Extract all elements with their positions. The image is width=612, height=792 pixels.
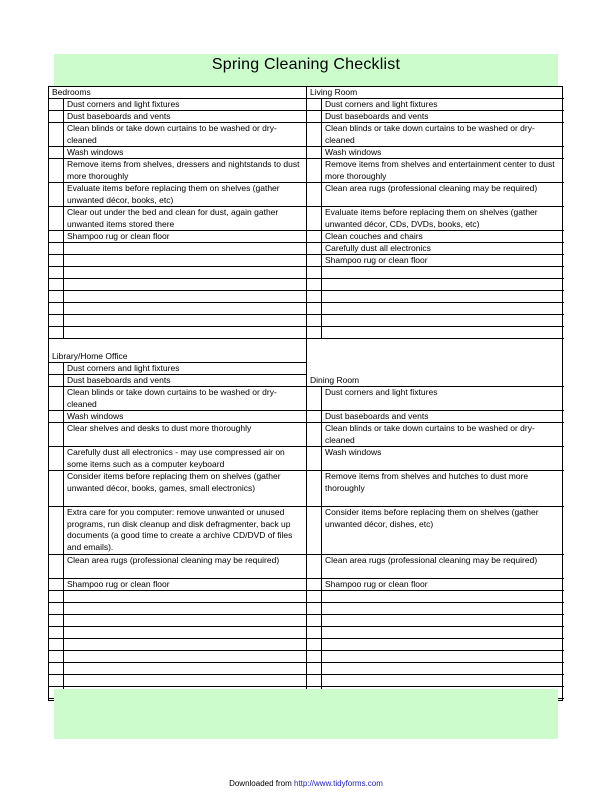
section-heading-label: Living Room xyxy=(310,87,358,97)
checklist-item-label: Remove items from shelves and hutches to dust more thoroughly xyxy=(325,471,529,493)
checkbox[interactable] xyxy=(49,243,64,254)
checkbox[interactable] xyxy=(307,663,322,674)
checkbox[interactable] xyxy=(49,615,64,626)
checklist-blank-row xyxy=(307,675,564,687)
checkbox[interactable] xyxy=(307,159,322,182)
checkbox[interactable] xyxy=(307,627,322,638)
checkbox[interactable] xyxy=(307,651,322,662)
checklist-blank-row xyxy=(49,255,306,267)
checklist-item-label: Clean blinds or take down curtains to be washed or dry-cleaned xyxy=(325,123,535,145)
checklist-item-label: Clean area rugs (professional cleaning may be required) xyxy=(325,183,538,193)
checklist-item-label: Shampoo rug or clean floor xyxy=(67,579,170,589)
checklist-item xyxy=(49,207,306,231)
footer xyxy=(0,779,612,788)
checkbox[interactable] xyxy=(307,411,322,422)
checklist-item xyxy=(307,183,564,207)
checklist-item-label: Consider items before replacing them on shelves (gather unwanted décor, books, games, small electronics) xyxy=(67,471,281,493)
checklist-item-label: Dust corners and light fixtures xyxy=(325,99,438,109)
checklist-item-label: Clean blinds or take down curtains to be washed or dry-cleaned xyxy=(325,423,535,445)
checkbox[interactable] xyxy=(49,411,64,422)
checkbox[interactable] xyxy=(307,303,322,314)
checkbox[interactable] xyxy=(307,123,322,146)
checkbox[interactable] xyxy=(307,555,322,578)
checklist-item xyxy=(49,375,306,387)
checklist-item-label: Clear out under the bed and clean for dust, again gather unwanted items stored there xyxy=(67,207,279,229)
checkbox[interactable] xyxy=(307,255,322,266)
checklist-item xyxy=(307,579,564,591)
checklist-blank-row xyxy=(49,243,306,255)
checklist-item-label: Dust baseboards and vents xyxy=(325,411,429,421)
section-heading-label: Library/Home Office xyxy=(52,351,128,361)
checkbox[interactable] xyxy=(49,123,64,146)
checklist-item xyxy=(307,471,564,507)
checklist-item xyxy=(49,411,306,423)
checkbox[interactable] xyxy=(307,99,322,110)
checklist-blank-row xyxy=(49,315,306,327)
section-gap xyxy=(307,363,564,375)
checklist-item-label: Wash windows xyxy=(325,447,382,457)
checklist-item xyxy=(49,231,306,243)
footer-prefix: Downloaded from xyxy=(229,779,294,788)
checklist-item-label: Dust corners and light fixtures xyxy=(325,387,438,397)
checklist-item xyxy=(307,123,564,147)
right-column xyxy=(306,87,564,699)
checklist-item-label: Dust baseboards and vents xyxy=(67,111,171,121)
checkbox[interactable] xyxy=(307,603,322,614)
checklist-item-label: Dust baseboards and vents xyxy=(325,111,429,121)
checklist-blank-row xyxy=(307,315,564,327)
checkbox[interactable] xyxy=(49,363,64,374)
checkbox[interactable] xyxy=(307,267,322,278)
checklist-item-label: Wash windows xyxy=(67,147,124,157)
checklist-item xyxy=(307,387,564,411)
checklist-item xyxy=(49,507,306,555)
checkbox[interactable] xyxy=(49,603,64,614)
checkbox[interactable] xyxy=(307,315,322,326)
checkbox[interactable] xyxy=(49,423,64,446)
checklist-item-label: Clean area rugs (professional cleaning may be required) xyxy=(67,555,280,565)
section-heading-label: Bedrooms xyxy=(52,87,91,97)
checklist-blank-row xyxy=(49,303,306,315)
checkbox[interactable] xyxy=(307,615,322,626)
checkbox[interactable] xyxy=(307,471,322,506)
checkbox[interactable] xyxy=(307,387,322,410)
section-heading xyxy=(307,87,564,99)
checklist-item xyxy=(307,243,564,255)
checkbox[interactable] xyxy=(307,183,322,206)
checklist-item-label: Clean couches and chairs xyxy=(325,231,423,241)
section-heading-label: Dining Room xyxy=(310,375,360,385)
checklist-blank-row xyxy=(307,639,564,651)
checkbox[interactable] xyxy=(307,579,322,590)
checklist-blank-row xyxy=(49,603,306,615)
checklist-item-label: Clean blinds or take down curtains to be washed or dry-cleaned xyxy=(67,387,277,409)
checklist-item-label: Consider items before replacing them on shelves (gather unwanted décor, dishes, etc) xyxy=(325,507,539,529)
checklist-blank-row xyxy=(307,291,564,303)
checklist-blank-row xyxy=(307,303,564,315)
section-gap xyxy=(49,339,306,351)
checklist-blank-row xyxy=(307,663,564,675)
section-gap xyxy=(307,339,564,351)
checklist-item-label: Shampoo rug or clean floor xyxy=(325,255,428,265)
checkbox[interactable] xyxy=(49,255,64,266)
checkbox[interactable] xyxy=(49,675,64,686)
checkbox[interactable] xyxy=(49,147,64,158)
checkbox[interactable] xyxy=(307,291,322,302)
checklist-item xyxy=(49,555,306,579)
checklist-blank-row xyxy=(49,675,306,687)
checkbox[interactable] xyxy=(49,111,64,122)
checklist-blank-row xyxy=(307,603,564,615)
checklist-item xyxy=(307,423,564,447)
checklist-blank-row xyxy=(49,651,306,663)
checkbox[interactable] xyxy=(307,243,322,254)
checkbox[interactable] xyxy=(307,327,322,338)
checklist-grid xyxy=(48,86,563,701)
checkbox[interactable] xyxy=(307,147,322,158)
checklist-item xyxy=(49,363,306,375)
checklist-item-label: Evaluate items before replacing them on shelves (gather unwanted décor, books, etc) xyxy=(67,183,280,205)
checklist-blank-row xyxy=(49,327,306,339)
checklist-item-label: Remove items from shelves, dressers and nightstands to dust more thoroughly xyxy=(67,159,300,181)
checkbox[interactable] xyxy=(49,279,64,290)
checkbox[interactable] xyxy=(49,231,64,242)
checkbox[interactable] xyxy=(307,447,322,470)
checkbox[interactable] xyxy=(307,675,322,686)
checkbox[interactable] xyxy=(307,111,322,122)
checklist-blank-row xyxy=(49,615,306,627)
checklist-item-label: Clean area rugs (professional cleaning may be required) xyxy=(325,555,538,565)
bottom-band xyxy=(54,689,558,739)
checklist-blank-row xyxy=(49,627,306,639)
checkbox[interactable] xyxy=(49,159,64,182)
checkbox[interactable] xyxy=(49,183,64,206)
checklist-blank-row xyxy=(49,267,306,279)
checklist-item xyxy=(307,159,564,183)
checkbox[interactable] xyxy=(49,327,64,338)
section-heading xyxy=(49,351,306,363)
checklist-item-label: Evaluate items before replacing them on shelves (gather unwanted décor, CDs, DVDs, books, etc) xyxy=(325,207,538,229)
checkbox[interactable] xyxy=(49,315,64,326)
checkbox[interactable] xyxy=(49,291,64,302)
checkbox[interactable] xyxy=(307,423,322,446)
checklist-item-label: Shampoo rug or clean floor xyxy=(325,579,428,589)
checklist-item xyxy=(307,147,564,159)
checkbox[interactable] xyxy=(49,579,64,590)
checklist-blank-row xyxy=(49,639,306,651)
checkbox[interactable] xyxy=(307,231,322,242)
checklist-item-label: Wash windows xyxy=(67,411,124,421)
checklist-item-label: Carefully dust all electronics xyxy=(325,243,431,253)
checkbox[interactable] xyxy=(49,447,64,470)
checkbox[interactable] xyxy=(307,591,322,602)
checklist-item xyxy=(49,447,306,471)
checkbox[interactable] xyxy=(49,507,64,554)
checklist-item-label: Remove items from shelves and entertainment center to dust more thoroughly xyxy=(325,159,555,181)
checklist-item xyxy=(49,111,306,123)
checkbox[interactable] xyxy=(49,99,64,110)
checklist-item-label: Shampoo rug or clean floor xyxy=(67,231,170,241)
checklist-item xyxy=(49,183,306,207)
checklist-blank-row xyxy=(49,663,306,675)
checklist-item xyxy=(49,579,306,591)
checkbox[interactable] xyxy=(307,507,322,554)
checkbox[interactable] xyxy=(307,207,322,230)
checkbox[interactable] xyxy=(49,303,64,314)
checklist-blank-row xyxy=(49,279,306,291)
checkbox[interactable] xyxy=(307,279,322,290)
checkbox[interactable] xyxy=(49,663,64,674)
checkbox[interactable] xyxy=(307,639,322,650)
checklist-blank-row xyxy=(307,327,564,339)
checklist-blank-row xyxy=(49,291,306,303)
checklist-item-label: Dust baseboards and vents xyxy=(67,375,171,385)
checklist-item xyxy=(49,471,306,507)
checklist-item-label: Dust corners and light fixtures xyxy=(67,363,180,373)
checkbox[interactable] xyxy=(49,267,64,278)
page-title: Spring Cleaning Checklist xyxy=(211,56,401,73)
checklist-item xyxy=(49,159,306,183)
checklist-item xyxy=(49,147,306,159)
checklist-blank-row xyxy=(49,591,306,603)
checkbox[interactable] xyxy=(49,651,64,662)
checkbox[interactable] xyxy=(49,639,64,650)
footer-link[interactable]: http://www.tidyforms.com xyxy=(294,779,383,788)
checklist-blank-row xyxy=(307,279,564,291)
section-heading xyxy=(49,87,306,99)
checklist-item xyxy=(307,555,564,579)
checklist-item xyxy=(307,111,564,123)
checklist-item xyxy=(307,207,564,231)
checkbox[interactable] xyxy=(49,471,64,506)
checklist-item xyxy=(307,99,564,111)
checklist-item xyxy=(307,507,564,555)
checklist-blank-row xyxy=(307,615,564,627)
checklist-item xyxy=(307,231,564,243)
checklist-item-label: Clear shelves and desks to dust more thoroughly xyxy=(67,423,252,433)
checklist-item xyxy=(49,387,306,411)
checklist-item xyxy=(49,123,306,147)
checkbox[interactable] xyxy=(49,555,64,578)
checklist-item-label: Carefully dust all electronics - may use compressed air on some items such as a computer keyboard xyxy=(67,447,285,469)
checklist-item xyxy=(307,411,564,423)
checklist-item xyxy=(307,255,564,267)
checklist-blank-row xyxy=(307,627,564,639)
checklist-item xyxy=(49,423,306,447)
section-heading xyxy=(307,375,564,387)
checkbox[interactable] xyxy=(49,387,64,410)
section-gap xyxy=(307,351,564,363)
checkbox[interactable] xyxy=(49,375,64,386)
checklist-blank-row xyxy=(307,591,564,603)
checklist-blank-row xyxy=(307,651,564,663)
checklist-item xyxy=(49,99,306,111)
left-column xyxy=(49,87,306,699)
checklist-item-label: Wash windows xyxy=(325,147,382,157)
checklist-blank-row xyxy=(307,267,564,279)
checklist-item-label: Clean blinds or take down curtains to be washed or dry-cleaned xyxy=(67,123,277,145)
checkbox[interactable] xyxy=(49,207,64,230)
checklist-item-label: Extra care for you computer: remove unwanted or unused programs, run disk cleanup and disk defragmenter, back up documents (a good time to create a archive CD/DVD of files and emails). xyxy=(67,507,293,552)
checkbox[interactable] xyxy=(49,627,64,638)
checklist-item xyxy=(307,447,564,471)
checkbox[interactable] xyxy=(49,591,64,602)
checklist-item-label: Dust corners and light fixtures xyxy=(67,99,180,109)
